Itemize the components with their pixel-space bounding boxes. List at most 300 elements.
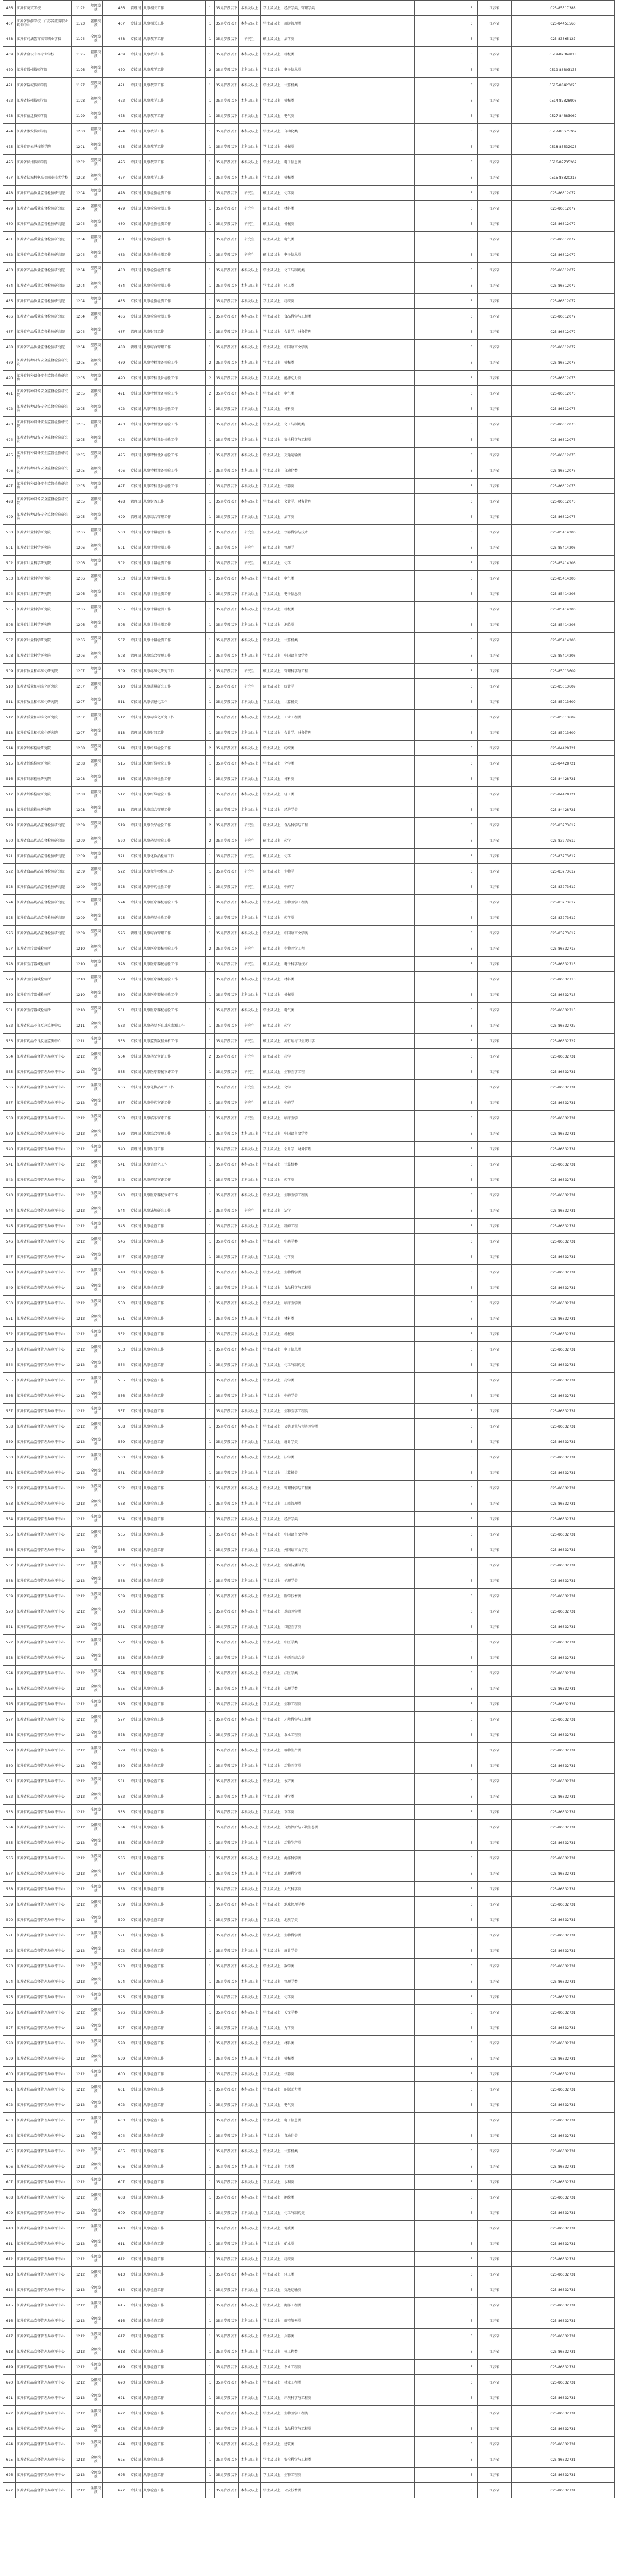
table-cell: 025-86632713 <box>512 957 615 972</box>
table-cell: 江苏省质量和标准化研究院 <box>16 694 72 710</box>
table-cell: 临床医学 <box>283 1111 380 1126</box>
table-cell: 材料类 <box>283 972 380 987</box>
table-cell <box>103 586 114 602</box>
table-cell: 1209 <box>72 833 89 849</box>
table-cell: 学士及以上 <box>261 2144 283 2159</box>
table-cell: 586 <box>3 1851 16 1866</box>
table-cell: 学士及以上 <box>261 710 283 725</box>
table-cell: 1208 <box>72 741 89 756</box>
table-cell: 差额拨款 <box>89 155 103 170</box>
table-cell: 1 <box>206 2097 215 2113</box>
table-cell: 管理岗 <box>129 1142 143 1157</box>
table-cell: 交通运输类 <box>283 448 380 463</box>
table-cell: 1 <box>206 448 215 463</box>
table-cell <box>380 741 415 756</box>
table-row <box>3 1496 615 1512</box>
table-cell: 本科及以上 <box>239 1126 261 1142</box>
table-cell: 学士及以上 <box>261 1311 283 1327</box>
table-cell <box>380 679 415 694</box>
table-cell: 专技岗 <box>129 694 143 710</box>
table-cell: 本科及以上 <box>239 1172 261 1188</box>
table-cell: 江苏省 <box>478 1681 512 1697</box>
table-cell: 1 <box>206 1990 215 2005</box>
table-row <box>3 1604 615 1619</box>
table-cell: 35周岁及以下 <box>215 833 239 849</box>
table-cell <box>103 1928 114 1943</box>
table-cell: 本科及以上 <box>239 1974 261 1990</box>
table-cell <box>415 741 443 756</box>
table-cell <box>443 1311 466 1327</box>
table-cell: 动物生产类 <box>283 1835 380 1851</box>
table-cell <box>415 2082 443 2097</box>
table-cell: 1 <box>206 1666 215 1681</box>
table-cell: 江苏省 <box>478 556 512 571</box>
table-cell: 本科及以上 <box>239 2205 261 2221</box>
table-cell <box>380 756 415 771</box>
table-cell: 552 <box>114 1327 129 1342</box>
table-cell: 江苏省 <box>478 1496 512 1512</box>
table-cell: 专技岗 <box>129 1589 143 1604</box>
table-cell <box>380 216 415 232</box>
table-cell: 江苏省特种设备安全监督检验研究院 <box>16 371 72 386</box>
table-cell: 从事财务工作 <box>143 324 206 340</box>
table-row <box>3 1373 615 1388</box>
table-row <box>3 2190 615 2205</box>
table-cell: 35周岁及以下 <box>215 1527 239 1542</box>
table-cell: 35周岁及以下 <box>215 818 239 833</box>
table-cell <box>103 216 114 232</box>
table-cell: 差额拨款 <box>89 818 103 833</box>
table-cell: 603 <box>114 2113 129 2128</box>
table-cell: 548 <box>3 1265 16 1280</box>
table-cell <box>380 1943 415 1959</box>
table-cell: 工商管理类 <box>283 1496 380 1512</box>
table-cell: 江苏省 <box>478 1866 512 1882</box>
table-cell: 1 <box>206 2113 215 2128</box>
table-cell: 本科及以上 <box>239 710 261 725</box>
table-cell <box>103 1573 114 1589</box>
table-cell: 学士及以上 <box>261 2190 283 2205</box>
table-cell: 全额拨款 <box>89 1342 103 1357</box>
table-cell <box>103 1404 114 1419</box>
table-cell <box>103 2113 114 2128</box>
table-cell: 从事检查工作 <box>143 2005 206 2020</box>
table-cell <box>443 2051 466 2067</box>
table-cell <box>380 2159 415 2175</box>
table-cell: 588 <box>3 1882 16 1897</box>
table-cell: 1 <box>206 1943 215 1959</box>
table-cell: 477 <box>3 170 16 186</box>
table-cell: 1212 <box>72 2005 89 2020</box>
table-cell: 江苏省产品质量监督检验研究院 <box>16 278 72 294</box>
table-cell: 江苏省 <box>478 2468 512 2483</box>
table-cell: 从事计量检测工作 <box>143 586 206 602</box>
table-cell: 专技岗 <box>129 540 143 556</box>
table-cell: 3 <box>466 1 478 16</box>
table-cell: 1 <box>206 1327 215 1342</box>
table-cell <box>415 1404 443 1419</box>
table-cell: 614 <box>114 2282 129 2298</box>
table-row <box>3 2313 615 2329</box>
table-cell: 3 <box>466 2082 478 2097</box>
table-cell: 江苏省质量和标准化研究院 <box>16 710 72 725</box>
table-cell: 1209 <box>72 864 89 879</box>
table-cell: 3 <box>466 756 478 771</box>
table-cell: 本科及以上 <box>239 1851 261 1866</box>
table-cell: 江苏省连云港技师学院 <box>16 139 72 155</box>
table-cell: 3 <box>466 1018 478 1034</box>
table-cell: 1 <box>206 802 215 818</box>
table-cell: 528 <box>114 957 129 972</box>
table-cell: 专技岗 <box>129 1172 143 1188</box>
table-cell: 3 <box>466 787 478 802</box>
table-cell <box>443 494 466 509</box>
table-cell <box>103 1558 114 1573</box>
table-cell: 3 <box>466 1727 478 1743</box>
table-cell: 35周岁及以下 <box>215 2113 239 2128</box>
table-cell <box>443 1959 466 1974</box>
table-row <box>3 2051 615 2067</box>
table-cell: 江苏省食品药品监督检验研究院 <box>16 895 72 910</box>
table-cell: 学士及以上 <box>261 355 283 371</box>
table-cell: 578 <box>114 1727 129 1743</box>
table-cell: 学士及以上 <box>261 2406 283 2421</box>
table-cell: 江苏省宿迁技师学院 <box>16 108 72 124</box>
table-cell <box>103 879 114 895</box>
table-cell: 学士及以上 <box>261 1712 283 1727</box>
table-cell: 1212 <box>72 1111 89 1126</box>
table-cell: 1208 <box>72 756 89 771</box>
table-cell: 从事教学工作 <box>143 108 206 124</box>
table-cell: 江苏省 <box>478 1619 512 1635</box>
table-cell: 江苏省药品监督管理局审评中心 <box>16 2221 72 2236</box>
table-cell <box>415 1311 443 1327</box>
table-cell: 全额拨款 <box>89 1666 103 1681</box>
table-cell: 3 <box>466 1496 478 1512</box>
table-row <box>3 1990 615 2005</box>
table-cell: 本科及以上 <box>239 1265 261 1280</box>
table-cell <box>380 155 415 170</box>
table-cell: 35周岁及以下 <box>215 941 239 957</box>
table-cell <box>103 1 114 16</box>
table-cell: 3 <box>466 1465 478 1481</box>
table-cell <box>443 2067 466 2082</box>
table-cell: 江苏省特种设备安全监督检验研究院 <box>16 386 72 401</box>
table-cell <box>443 556 466 571</box>
table-row <box>3 479 615 494</box>
table-cell: 江苏省 <box>478 787 512 802</box>
table-cell: 江苏省 <box>478 2113 512 2128</box>
table-cell: 1212 <box>72 2360 89 2375</box>
table-cell: 江苏省药品监督管理局审评中心 <box>16 1373 72 1388</box>
table-cell: 1212 <box>72 1265 89 1280</box>
table-cell: 1 <box>206 2483 215 2498</box>
table-cell <box>415 1882 443 1897</box>
table-row <box>3 1697 615 1712</box>
table-cell <box>103 1049 114 1064</box>
table-cell: 交通运输类 <box>283 2282 380 2298</box>
table-cell: 35周岁及以下 <box>215 2236 239 2252</box>
table-cell: 从事检查工作 <box>143 2175 206 2190</box>
table-row <box>3 1434 615 1450</box>
table-cell <box>443 1280 466 1296</box>
table-cell: 专技岗 <box>129 78 143 93</box>
table-cell: 025-86632731 <box>512 1774 615 1789</box>
table-cell: 全额拨款 <box>89 1959 103 1974</box>
table-cell: 514 <box>114 741 129 756</box>
table-cell: 全额拨款 <box>89 31 103 47</box>
table-cell: 管理岗 <box>129 509 143 525</box>
table-cell: 江苏省药品监督管理局审评中心 <box>16 1558 72 1573</box>
table-cell <box>443 1157 466 1172</box>
table-cell: 613 <box>114 2267 129 2282</box>
table-cell: 3 <box>466 771 478 787</box>
table-cell <box>415 1805 443 1820</box>
table-cell: 学士及以上 <box>261 586 283 602</box>
table-cell: 差额拨款 <box>89 633 103 648</box>
table-cell: 549 <box>3 1280 16 1296</box>
table-cell <box>415 186 443 201</box>
table-cell: 江苏省 <box>478 1327 512 1342</box>
table-cell: 学士及以上 <box>261 1342 283 1357</box>
table-cell: 差额拨款 <box>89 417 103 432</box>
table-cell: 学士及以上 <box>261 633 283 648</box>
table-cell: 本科及以上 <box>239 2190 261 2205</box>
table-cell: 1 <box>206 1234 215 1249</box>
table-cell: 1 <box>206 2067 215 2082</box>
table-row <box>3 1943 615 1959</box>
table-cell: 差额拨款 <box>89 263 103 278</box>
table-cell: 025-86632731 <box>512 1990 615 2005</box>
table-cell: 管理岗 <box>129 926 143 941</box>
table-cell: 江苏省药品监督管理局审评中心 <box>16 1404 72 1419</box>
table-cell: 1 <box>206 1542 215 1558</box>
table-cell: 3 <box>466 1681 478 1697</box>
table-cell: 从事检查工作 <box>143 2097 206 2113</box>
table-cell: 从事纤维检验工作 <box>143 741 206 756</box>
table-cell: 江苏省药品监督管理局审评中心 <box>16 1126 72 1142</box>
table-cell: 学士及以上 <box>261 2097 283 2113</box>
table-cell: 江苏省药品监督管理局审评中心 <box>16 1542 72 1558</box>
table-cell: 江苏省 <box>478 2282 512 2298</box>
table-cell: 江苏省 <box>478 2082 512 2097</box>
table-cell <box>380 2282 415 2298</box>
table-cell: 35周岁及以下 <box>215 78 239 93</box>
table-cell: 管理岗 <box>129 725 143 741</box>
table-cell: 3 <box>466 1234 478 1249</box>
table-cell: 559 <box>3 1434 16 1450</box>
table-cell <box>380 2329 415 2344</box>
table-cell: 学士及以上 <box>261 1527 283 1542</box>
table-cell <box>443 2267 466 2282</box>
table-cell: 516 <box>3 771 16 787</box>
table-cell: 466 <box>3 1 16 16</box>
table-cell <box>443 1897 466 1912</box>
table-cell: 从事检查工作 <box>143 1265 206 1280</box>
table-cell: 35周岁及以下 <box>215 1296 239 1311</box>
table-cell: 差额拨款 <box>89 741 103 756</box>
table-cell: 3 <box>466 1172 478 1188</box>
table-cell: 515 <box>114 756 129 771</box>
table-cell: 1 <box>206 556 215 571</box>
table-cell <box>415 1697 443 1712</box>
table-cell: 025-86632731 <box>512 1882 615 1897</box>
table-cell: 从事检查工作 <box>143 2406 206 2421</box>
table-cell: 本科及以上 <box>239 2097 261 2113</box>
table-row <box>3 1234 615 1249</box>
table-cell: 食品科学与工程 <box>283 818 380 833</box>
table-cell: 3 <box>466 2159 478 2175</box>
table-cell: 从事检查工作 <box>143 1388 206 1404</box>
table-cell: 35周岁及以下 <box>215 324 239 340</box>
table-cell: 全额拨款 <box>89 1357 103 1373</box>
table-cell: 江苏省药品监督管理局审评中心 <box>16 2175 72 2190</box>
table-cell: 548 <box>114 1265 129 1280</box>
table-cell: 473 <box>114 108 129 124</box>
table-cell: 492 <box>114 401 129 417</box>
table-cell: 全额拨款 <box>89 1311 103 1327</box>
table-cell: 本科及以上 <box>239 895 261 910</box>
table-cell: 中国语言文学类 <box>283 648 380 664</box>
table-cell: 学士及以上 <box>261 47 283 62</box>
table-cell: 3 <box>466 1650 478 1666</box>
table-cell: 学士及以上 <box>261 2051 283 2067</box>
table-cell: 学士及以上 <box>261 463 283 479</box>
table-cell <box>415 1619 443 1635</box>
table-cell: 差额拨款 <box>89 355 103 371</box>
table-row <box>3 1512 615 1527</box>
table-cell: 025-86632731 <box>512 1743 615 1758</box>
table-cell: 1212 <box>72 1296 89 1311</box>
table-cell: 江苏省 <box>478 679 512 694</box>
table-cell: 1212 <box>72 2267 89 2282</box>
table-cell: 35周岁及以下 <box>215 1974 239 1990</box>
table-cell: 606 <box>114 2159 129 2175</box>
table-cell: 统计学类 <box>283 1943 380 1959</box>
table-cell: 学士及以上 <box>261 1805 283 1820</box>
table-row <box>3 818 615 833</box>
table-cell: 025-84428721 <box>512 741 615 756</box>
table-cell <box>380 479 415 494</box>
table-cell: 1 <box>206 725 215 741</box>
table-cell: 025-86632731 <box>512 2390 615 2406</box>
table-cell: 1212 <box>72 1142 89 1157</box>
table-cell: 从事教学工作 <box>143 93 206 108</box>
table-row <box>3 1481 615 1496</box>
table-cell: 江苏省特种设备安全监督检验研究院 <box>16 401 72 417</box>
table-cell: 江苏省 <box>478 1851 512 1866</box>
table-cell <box>443 263 466 278</box>
table-cell: 531 <box>114 1003 129 1018</box>
table-cell: 35周岁及以下 <box>215 1496 239 1512</box>
table-cell: 本科及以上 <box>239 1542 261 1558</box>
table-cell: 3 <box>466 31 478 47</box>
table-cell: 学士及以上 <box>261 2036 283 2051</box>
table-cell: 江苏省药品监督管理局审评中心 <box>16 1512 72 1527</box>
table-cell: 1212 <box>72 2329 89 2344</box>
table-cell: 025-86612073 <box>512 432 615 448</box>
table-cell <box>443 1126 466 1142</box>
table-cell <box>380 31 415 47</box>
table-cell: 1 <box>206 1034 215 1049</box>
table-cell: 35周岁及以下 <box>215 540 239 556</box>
table-cell: 1 <box>206 2051 215 2067</box>
table-cell <box>415 540 443 556</box>
table-cell: 法学类 <box>283 509 380 525</box>
table-cell: 江苏省 <box>478 31 512 47</box>
table-cell: 025-86632731 <box>512 1049 615 1064</box>
table-cell: 学士及以上 <box>261 16 283 31</box>
table-cell <box>443 16 466 31</box>
table-cell <box>415 895 443 910</box>
table-cell: 1 <box>206 2468 215 2483</box>
table-cell: 554 <box>3 1357 16 1373</box>
table-row <box>3 78 615 93</box>
table-cell: 3 <box>466 278 478 294</box>
table-cell: 477 <box>114 170 129 186</box>
table-cell: 本科及以上 <box>239 2036 261 2051</box>
table-cell: 1212 <box>72 1327 89 1342</box>
table-cell: 2 <box>206 741 215 756</box>
table-cell: 1 <box>206 1311 215 1327</box>
table-cell: 491 <box>3 386 16 401</box>
table-cell <box>443 1450 466 1465</box>
table-cell: 专技岗 <box>129 1758 143 1774</box>
table-row <box>3 1558 615 1573</box>
table-cell: 差额拨款 <box>89 1 103 16</box>
table-cell: 硕士及以上 <box>261 957 283 972</box>
table-cell: 江苏省药品监督管理局审评中心 <box>16 2344 72 2360</box>
table-cell: 江苏省药品监督管理局审评中心 <box>16 2128 72 2144</box>
table-cell: 化工与制药类 <box>283 263 380 278</box>
table-cell <box>103 448 114 463</box>
table-cell <box>380 201 415 216</box>
table-cell: 523 <box>114 879 129 895</box>
table-cell <box>415 1928 443 1943</box>
table-cell: 差额拨款 <box>89 309 103 324</box>
table-cell <box>380 2483 415 2498</box>
table-cell: 差额拨款 <box>89 756 103 771</box>
table-cell: 专技岗 <box>129 2390 143 2406</box>
table-cell: 江苏省 <box>478 1142 512 1157</box>
table-cell: 35周岁及以下 <box>215 417 239 432</box>
table-cell: 486 <box>3 309 16 324</box>
table-cell <box>415 432 443 448</box>
table-cell <box>415 586 443 602</box>
table-cell <box>103 664 114 679</box>
table-cell: 567 <box>3 1558 16 1573</box>
table-cell <box>415 1172 443 1188</box>
table-row <box>3 895 615 910</box>
table-row <box>3 2175 615 2190</box>
table-cell: 江苏省 <box>478 802 512 818</box>
table-cell: 江苏省 <box>478 1018 512 1034</box>
table-cell: 差额拨款 <box>89 694 103 710</box>
table-cell: 35周岁及以下 <box>215 1897 239 1912</box>
table-cell: 025-85013609 <box>512 679 615 694</box>
table-cell: 江苏省药品监督管理局审评中心 <box>16 1265 72 1280</box>
table-cell: 从事检查工作 <box>143 1805 206 1820</box>
table-cell: 1212 <box>72 1820 89 1835</box>
table-cell: 1209 <box>72 879 89 895</box>
table-cell: 差额拨款 <box>89 108 103 124</box>
table-cell: 3 <box>466 371 478 386</box>
table-cell: 全额拨款 <box>89 1126 103 1142</box>
table-cell: 503 <box>114 571 129 586</box>
table-cell: 1212 <box>72 1727 89 1743</box>
table-cell: 1212 <box>72 1234 89 1249</box>
table-row <box>3 1851 615 1866</box>
